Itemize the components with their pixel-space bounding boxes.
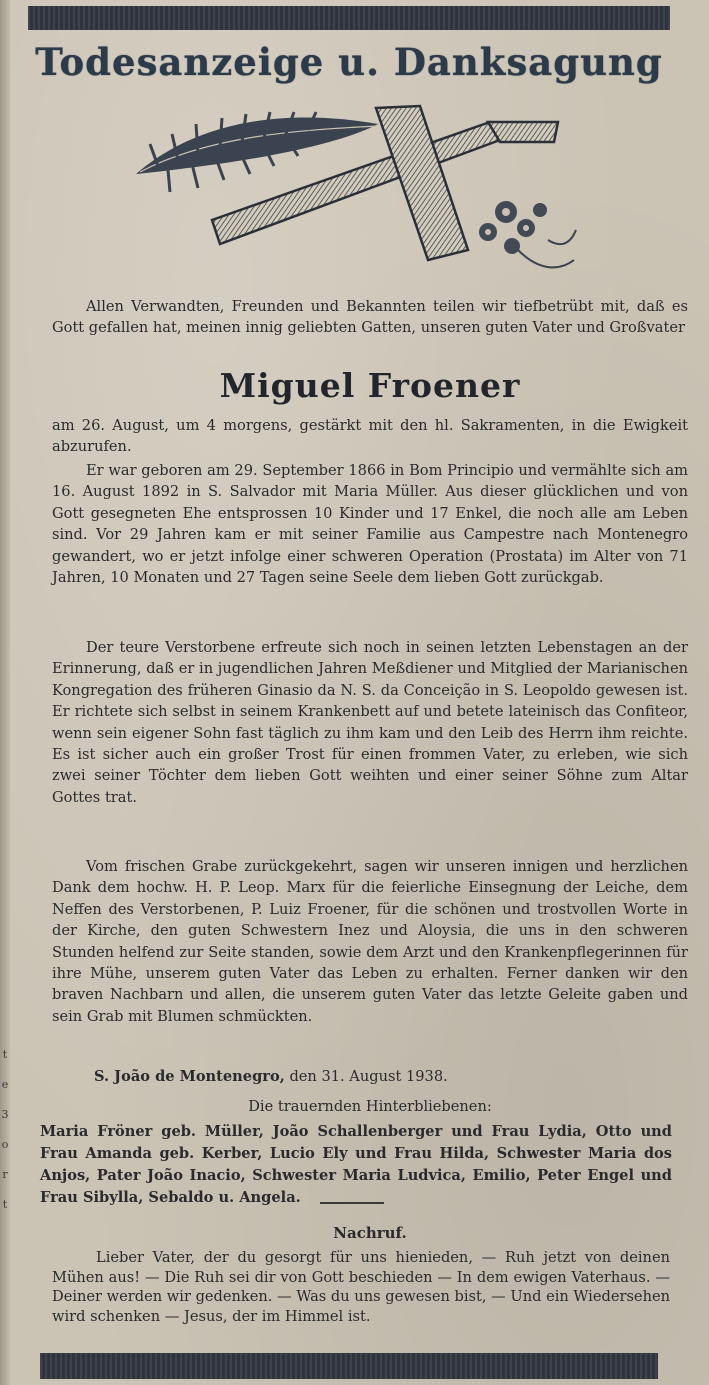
mourners-heading: Die trauernden Hinterbliebenen: <box>248 1098 492 1115</box>
death-announcement: am 26. August, um 4 morgens, gestärkt mit den hl. Sakramenten, in die Ewigkeit abzurufen. <box>52 417 688 456</box>
place-and-date <box>94 1068 654 1085</box>
flower-bouquet-icon <box>479 201 576 267</box>
notice-title: Todesanzeige u. Danksagung <box>35 40 663 84</box>
margin-letter: t <box>2 1198 8 1211</box>
margin-letter: r <box>2 1168 8 1181</box>
divider <box>320 1202 384 1204</box>
place: S. João de Montenegro, <box>94 1068 285 1085</box>
top-border-bar <box>28 6 670 30</box>
margin-letter: e <box>1 1078 9 1091</box>
margin-letter: 3 <box>1 1108 9 1121</box>
opening-paragraph: Allen Verwandten, Freunden und Bekannten teilen wir tiefbetrübt mit, daß es Gott gefallen hat, meinen innig geliebten Gatten, unseren guten Vater und Großvater <box>52 298 688 337</box>
biography-paragraph: Er war geboren am 29. September 1866 in Bom Principio und vermählte sich am 16. August 1892 in S. Salvador mit Maria Müller. Aus dieser glücklichen und von Gott gesegneten Ehe entsprossen 10 Kinder und 17 Enkel, die noch alle am Leben sind. Vor 29 Jahren kam er mit seiner Familie aus Campestre nach Montenegro gewandert, wo er jetzt infolge einer schweren Operation (Prostata) im Alter von 71 Jahren, 10 Monaten und 27 Tagen seine Seele dem lieben Gott zurückgab. <box>52 462 688 587</box>
thanks-paragraph: Vom frischen Grabe zurückgekehrt, sagen wir unseren innigen und herzlichen Dank dem hochw. H. P. Leop. Marx für die feierliche Einsegnung der Leiche, dem Neffen des Verstorbenen, P. Luiz Froener, für die schönen und trostvollen Worte in der Kirche, den guten Schwestern Inez und Aloysia, die uns in den schweren Stunden helfend zur Seite standen, sowie dem Arzt und den Krankenpflegerinnen für ihre Mühe, unserem guten Vater das Leben zu erhalten. Ferner danken wir den braven Nachbarn und allen, die unserem guten Vater das letzte Geleite gaben und sein Grab mit Blumen schmückten. <box>52 858 688 1025</box>
margin-letter: t <box>2 1048 8 1061</box>
date: den 31. August 1938. <box>289 1068 448 1085</box>
margin-letter: o <box>1 1138 9 1151</box>
faith-paragraph: Der teure Verstorbene erfreute sich noch in seinen letzten Lebenstagen an der Erinnerung, daß er in jugendlichen Jahren Meßdiener und Mitglied der Marianischen Kongregation des früheren Ginasio da N. S. da Conceição in S. Leopoldo gewesen ist. Er richtete sich selbst in seinem Krankenbett auf und betete lateinisch das Confiteor, wenn sein eigener Sohn fast täglich zu ihm kam und den Leib des Herrn ihm reichte. Es ist sicher auch ein großer Trost für einen frommen Vater, zu erleben, wie sich zwei seiner Töchter dem lieben Gott weihten und einer seiner Söhne zum Altar Gottes trat. <box>52 639 688 806</box>
bottom-border-bar <box>40 1353 658 1379</box>
cross-and-palm-icon <box>128 100 588 282</box>
nachruf-poem: Lieber Vater, der du gesorgt für uns hienieden, — Ruh jetzt von deinen Mühen aus! — Die Ruh sei dir von Gott beschieden — In dem ewigen Vaterhaus. — Deiner werden wir gedenken. — Was du uns gewesen bist, — Und ein Wiedersehen wird schenken — Jesus, der im Himmel ist. <box>52 1249 670 1325</box>
margin-fragment <box>0 1040 10 1220</box>
deceased-name: Miguel Froener <box>219 366 521 405</box>
mourners-list: Maria Fröner geb. Müller, João Schallenberger und Frau Lydia, Otto und Frau Amanda geb. Kerber, Lucio Ely und Frau Hilda, Schwester Maria dos Anjos, Pater João Inacio, Schwester Maria Ludvica, Emilio, Peter Engel und Frau Sibylla, Sebaldo u. Angela. <box>40 1123 672 1206</box>
nachruf-heading: Nachruf. <box>333 1224 407 1242</box>
